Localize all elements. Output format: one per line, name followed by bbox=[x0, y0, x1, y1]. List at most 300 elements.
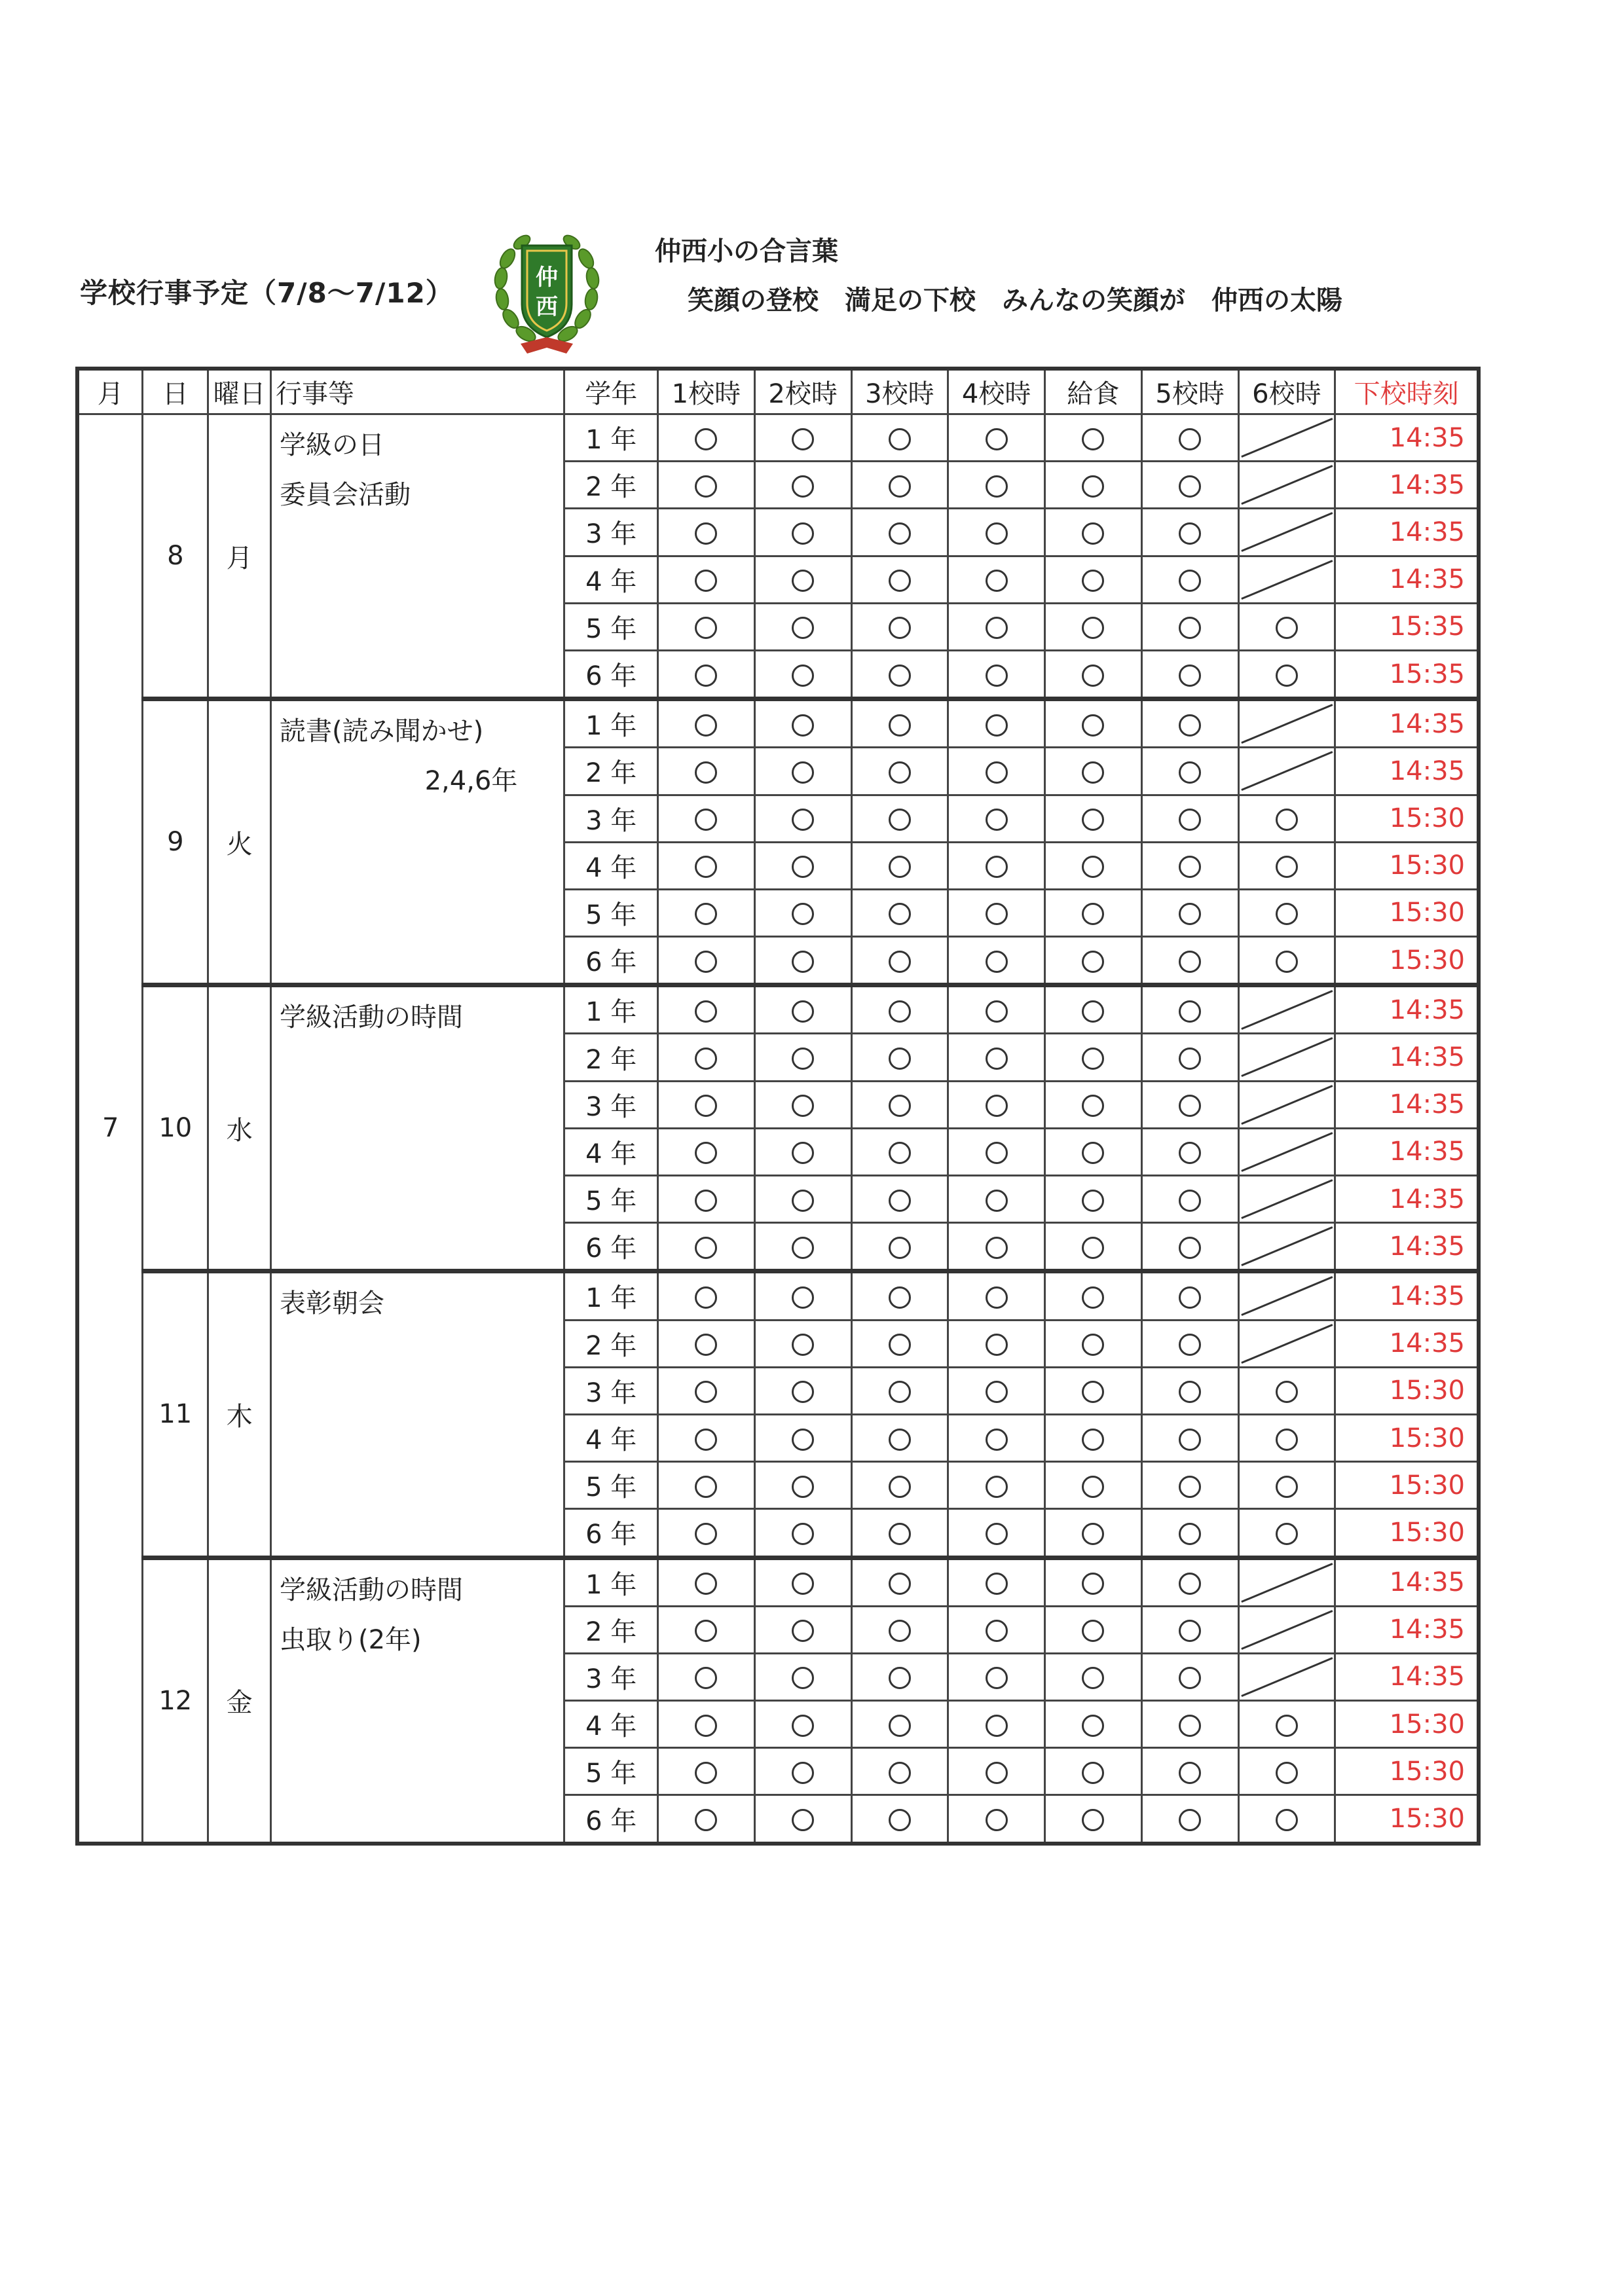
period-3-cell bbox=[851, 842, 948, 889]
circle-mark-icon bbox=[986, 856, 1008, 878]
circle-mark-icon bbox=[1179, 617, 1201, 639]
circle-mark-icon bbox=[986, 903, 1008, 925]
circle-mark-icon bbox=[1179, 1048, 1201, 1070]
date-cell: 12 bbox=[143, 1558, 208, 1844]
circle-mark-icon bbox=[986, 1476, 1008, 1498]
period-3-cell bbox=[851, 509, 948, 556]
circle-mark-icon bbox=[792, 428, 814, 450]
lunch-cell bbox=[1045, 650, 1142, 699]
circle-mark-icon bbox=[792, 617, 814, 639]
lunch-cell bbox=[1045, 603, 1142, 650]
lunch-cell bbox=[1045, 556, 1142, 603]
circle-mark-icon bbox=[986, 665, 1008, 687]
period-5-cell bbox=[1141, 795, 1238, 842]
circle-mark-icon bbox=[889, 1334, 911, 1356]
circle-mark-icon bbox=[889, 475, 911, 498]
period-6-cell bbox=[1238, 889, 1335, 936]
circle-mark-icon bbox=[695, 617, 717, 639]
period-2-cell bbox=[754, 699, 851, 748]
circle-mark-icon bbox=[986, 951, 1008, 973]
table-row bbox=[77, 985, 1479, 1034]
period-3-cell bbox=[851, 1081, 948, 1128]
period-2-cell bbox=[754, 1223, 851, 1271]
circle-mark-icon bbox=[1179, 1429, 1201, 1451]
lunch-cell bbox=[1045, 1414, 1142, 1461]
circle-mark-icon bbox=[792, 951, 814, 973]
period-4-cell bbox=[948, 1176, 1045, 1223]
lunch-cell bbox=[1045, 795, 1142, 842]
period-3-cell bbox=[851, 1653, 948, 1700]
header-period-5: 5校時 bbox=[1141, 369, 1238, 414]
period-3-cell bbox=[851, 1414, 948, 1461]
circle-mark-icon bbox=[889, 856, 911, 878]
circle-mark-icon bbox=[1082, 1667, 1104, 1689]
lunch-cell bbox=[1045, 1367, 1142, 1414]
dismissal-time-cell: 15:30 bbox=[1335, 1748, 1479, 1795]
circle-mark-icon bbox=[1179, 1237, 1201, 1259]
circle-mark-icon bbox=[1179, 1095, 1201, 1117]
circle-mark-icon bbox=[1082, 856, 1104, 878]
period-4-cell bbox=[948, 1606, 1045, 1653]
grade-cell: 4 年 bbox=[564, 556, 658, 603]
dismissal-time-cell: 15:35 bbox=[1335, 650, 1479, 699]
circle-mark-icon bbox=[1276, 951, 1298, 973]
dismissal-time-cell: 14:35 bbox=[1335, 1223, 1479, 1271]
period-1-cell bbox=[658, 1320, 755, 1367]
period-3-cell bbox=[851, 1701, 948, 1748]
period-4-cell bbox=[948, 1653, 1045, 1700]
period-5-cell bbox=[1141, 1034, 1238, 1081]
period-6-cell bbox=[1238, 842, 1335, 889]
period-2-cell bbox=[754, 748, 851, 795]
dismissal-time-cell: 14:35 bbox=[1335, 1320, 1479, 1367]
circle-mark-icon bbox=[889, 1620, 911, 1642]
circle-mark-icon bbox=[986, 570, 1008, 592]
period-2-cell bbox=[754, 1795, 851, 1844]
period-3-cell bbox=[851, 414, 948, 462]
period-5-cell bbox=[1141, 1176, 1238, 1223]
period-6-cell bbox=[1238, 1748, 1335, 1795]
circle-mark-icon bbox=[695, 665, 717, 687]
period-4-cell bbox=[948, 462, 1045, 509]
date-cell: 9 bbox=[143, 699, 208, 985]
period-2-cell bbox=[754, 1176, 851, 1223]
table-row bbox=[77, 699, 1479, 748]
period-2-cell bbox=[754, 1748, 851, 1795]
motto-text: 笑顔の登校 満足の下校 みんなの笑顔が 仲西の太陽 bbox=[688, 285, 1342, 316]
circle-mark-icon bbox=[1082, 1048, 1104, 1070]
period-4-cell bbox=[948, 1128, 1045, 1175]
circle-mark-icon bbox=[1179, 1620, 1201, 1642]
period-6-cell bbox=[1238, 1653, 1335, 1700]
event-line: 表彰朝会 bbox=[280, 1288, 384, 1319]
circle-mark-icon bbox=[1082, 809, 1104, 831]
circle-mark-icon bbox=[889, 1476, 911, 1498]
period-1-cell bbox=[658, 414, 755, 462]
circle-mark-icon bbox=[889, 714, 911, 737]
circle-mark-icon bbox=[695, 1095, 717, 1117]
circle-mark-icon bbox=[986, 1523, 1008, 1545]
circle-mark-icon bbox=[792, 1190, 814, 1212]
circle-mark-icon bbox=[889, 1667, 911, 1689]
circle-mark-icon bbox=[986, 809, 1008, 831]
period-5-cell bbox=[1141, 985, 1238, 1034]
grade-cell: 5 年 bbox=[564, 1748, 658, 1795]
circle-mark-icon bbox=[695, 761, 717, 784]
circle-mark-icon bbox=[792, 570, 814, 592]
period-1-cell bbox=[658, 1223, 755, 1271]
circle-mark-icon bbox=[1179, 428, 1201, 450]
period-1-cell bbox=[658, 842, 755, 889]
circle-mark-icon bbox=[1082, 1095, 1104, 1117]
circle-mark-icon bbox=[792, 1048, 814, 1070]
period-6-cell bbox=[1238, 1558, 1335, 1606]
period-4-cell bbox=[948, 1367, 1045, 1414]
circle-mark-icon bbox=[695, 1334, 717, 1356]
circle-mark-icon bbox=[1082, 903, 1104, 925]
header-events: 行事等 bbox=[271, 369, 564, 414]
period-2-cell bbox=[754, 603, 851, 650]
event-line: 読書(読み聞かせ) bbox=[280, 716, 484, 747]
period-6-cell bbox=[1238, 1320, 1335, 1367]
dismissal-time-cell: 14:35 bbox=[1335, 556, 1479, 603]
period-6-cell bbox=[1238, 1414, 1335, 1461]
period-1-cell bbox=[658, 1081, 755, 1128]
period-2-cell bbox=[754, 1081, 851, 1128]
grade-cell: 3 年 bbox=[564, 1081, 658, 1128]
circle-mark-icon bbox=[889, 761, 911, 784]
dismissal-time-cell: 15:30 bbox=[1335, 889, 1479, 936]
circle-mark-icon bbox=[986, 1715, 1008, 1737]
lunch-cell bbox=[1045, 1701, 1142, 1748]
dismissal-time-cell: 15:35 bbox=[1335, 603, 1479, 650]
circle-mark-icon bbox=[792, 1334, 814, 1356]
period-4-cell bbox=[948, 795, 1045, 842]
event-line: 学級活動の時間 bbox=[280, 1575, 463, 1605]
circle-mark-icon bbox=[792, 522, 814, 545]
date-cell: 11 bbox=[143, 1271, 208, 1558]
grade-cell: 3 年 bbox=[564, 1653, 658, 1700]
grade-cell: 6 年 bbox=[564, 650, 658, 699]
circle-mark-icon bbox=[695, 1381, 717, 1403]
period-6-cell bbox=[1238, 1462, 1335, 1509]
circle-mark-icon bbox=[792, 1809, 814, 1831]
period-2-cell bbox=[754, 889, 851, 936]
period-4-cell bbox=[948, 1462, 1045, 1509]
circle-mark-icon bbox=[1179, 1762, 1201, 1784]
circle-mark-icon bbox=[1179, 1142, 1201, 1164]
period-6-cell bbox=[1238, 556, 1335, 603]
circle-mark-icon bbox=[1179, 1523, 1201, 1545]
period-3-cell bbox=[851, 795, 948, 842]
period-6-cell bbox=[1238, 509, 1335, 556]
period-5-cell bbox=[1141, 1748, 1238, 1795]
period-4-cell bbox=[948, 1223, 1045, 1271]
circle-mark-icon bbox=[986, 1095, 1008, 1117]
grade-cell: 5 年 bbox=[564, 603, 658, 650]
grade-cell: 6 年 bbox=[564, 937, 658, 985]
period-6-cell bbox=[1238, 795, 1335, 842]
dismissal-time-cell: 15:30 bbox=[1335, 1367, 1479, 1414]
period-6-cell bbox=[1238, 1081, 1335, 1128]
period-2-cell bbox=[754, 556, 851, 603]
period-1-cell bbox=[658, 650, 755, 699]
dismissal-time-cell: 15:30 bbox=[1335, 795, 1479, 842]
circle-mark-icon bbox=[1179, 761, 1201, 784]
circle-mark-icon bbox=[889, 1237, 911, 1259]
period-1-cell bbox=[658, 509, 755, 556]
period-1-cell bbox=[658, 1271, 755, 1320]
lunch-cell bbox=[1045, 1176, 1142, 1223]
circle-mark-icon bbox=[986, 522, 1008, 545]
period-5-cell bbox=[1141, 1653, 1238, 1700]
dismissal-time-cell: 14:35 bbox=[1335, 1128, 1479, 1175]
grade-cell: 3 年 bbox=[564, 795, 658, 842]
grade-cell: 4 年 bbox=[564, 1128, 658, 1175]
header-period-1: 1校時 bbox=[658, 369, 755, 414]
circle-mark-icon bbox=[1082, 1476, 1104, 1498]
circle-mark-icon bbox=[889, 1809, 911, 1831]
circle-mark-icon bbox=[695, 1573, 717, 1595]
period-5-cell bbox=[1141, 1558, 1238, 1606]
circle-mark-icon bbox=[986, 1190, 1008, 1212]
lunch-cell bbox=[1045, 1271, 1142, 1320]
circle-mark-icon bbox=[986, 1762, 1008, 1784]
period-3-cell bbox=[851, 462, 948, 509]
circle-mark-icon bbox=[1179, 1381, 1201, 1403]
circle-mark-icon bbox=[695, 1762, 717, 1784]
circle-mark-icon bbox=[792, 1142, 814, 1164]
period-1-cell bbox=[658, 1128, 755, 1175]
period-6-cell bbox=[1238, 1795, 1335, 1844]
circle-mark-icon bbox=[1276, 617, 1298, 639]
circle-mark-icon bbox=[792, 1573, 814, 1595]
lunch-cell bbox=[1045, 1223, 1142, 1271]
circle-mark-icon bbox=[1276, 856, 1298, 878]
events-cell bbox=[271, 414, 564, 699]
circle-mark-icon bbox=[1082, 1237, 1104, 1259]
period-2-cell bbox=[754, 985, 851, 1034]
period-3-cell bbox=[851, 1128, 948, 1175]
period-3-cell bbox=[851, 1462, 948, 1509]
grade-cell: 2 年 bbox=[564, 1606, 658, 1653]
period-4-cell bbox=[948, 1509, 1045, 1558]
circle-mark-icon bbox=[792, 1000, 814, 1023]
header-period-2: 2校時 bbox=[754, 369, 851, 414]
school-emblem-icon bbox=[481, 219, 612, 360]
period-4-cell bbox=[948, 699, 1045, 748]
lunch-cell bbox=[1045, 842, 1142, 889]
grade-cell: 2 年 bbox=[564, 748, 658, 795]
circle-mark-icon bbox=[695, 1523, 717, 1545]
grade-cell: 4 年 bbox=[564, 1414, 658, 1461]
circle-mark-icon bbox=[986, 714, 1008, 737]
header-dismissal-time: 下校時刻 bbox=[1335, 369, 1479, 414]
circle-mark-icon bbox=[1082, 1809, 1104, 1831]
grade-cell: 6 年 bbox=[564, 1509, 658, 1558]
circle-mark-icon bbox=[1082, 522, 1104, 545]
circle-mark-icon bbox=[1082, 1762, 1104, 1784]
grade-cell: 6 年 bbox=[564, 1795, 658, 1844]
period-2-cell bbox=[754, 462, 851, 509]
grade-cell: 5 年 bbox=[564, 1176, 658, 1223]
circle-mark-icon bbox=[792, 903, 814, 925]
period-2-cell bbox=[754, 795, 851, 842]
circle-mark-icon bbox=[792, 1667, 814, 1689]
period-6-cell bbox=[1238, 699, 1335, 748]
period-2-cell bbox=[754, 1462, 851, 1509]
period-2-cell bbox=[754, 650, 851, 699]
dismissal-time-cell: 14:35 bbox=[1335, 699, 1479, 748]
circle-mark-icon bbox=[695, 714, 717, 737]
period-2-cell bbox=[754, 1606, 851, 1653]
period-2-cell bbox=[754, 1414, 851, 1461]
period-4-cell bbox=[948, 603, 1045, 650]
circle-mark-icon bbox=[695, 1620, 717, 1642]
period-5-cell bbox=[1141, 462, 1238, 509]
period-3-cell bbox=[851, 1176, 948, 1223]
circle-mark-icon bbox=[1179, 1286, 1201, 1309]
circle-mark-icon bbox=[1082, 665, 1104, 687]
period-1-cell bbox=[658, 1034, 755, 1081]
circle-mark-icon bbox=[792, 1476, 814, 1498]
header-period-4: 4校時 bbox=[948, 369, 1045, 414]
period-2-cell bbox=[754, 1034, 851, 1081]
period-5-cell bbox=[1141, 1606, 1238, 1653]
period-5-cell bbox=[1141, 1367, 1238, 1414]
lunch-cell bbox=[1045, 748, 1142, 795]
circle-mark-icon bbox=[1082, 1334, 1104, 1356]
date-cell: 10 bbox=[143, 985, 208, 1271]
circle-mark-icon bbox=[695, 570, 717, 592]
period-3-cell bbox=[851, 603, 948, 650]
period-5-cell bbox=[1141, 889, 1238, 936]
circle-mark-icon bbox=[986, 1381, 1008, 1403]
period-4-cell bbox=[948, 985, 1045, 1034]
period-3-cell bbox=[851, 1320, 948, 1367]
period-3-cell bbox=[851, 1271, 948, 1320]
period-4-cell bbox=[948, 1558, 1045, 1606]
circle-mark-icon bbox=[986, 475, 1008, 498]
dismissal-time-cell: 14:35 bbox=[1335, 1653, 1479, 1700]
period-5-cell bbox=[1141, 1795, 1238, 1844]
circle-mark-icon bbox=[889, 809, 911, 831]
circle-mark-icon bbox=[1082, 1190, 1104, 1212]
period-4-cell bbox=[948, 1271, 1045, 1320]
circle-mark-icon bbox=[889, 617, 911, 639]
period-5-cell bbox=[1141, 603, 1238, 650]
circle-mark-icon bbox=[695, 522, 717, 545]
circle-mark-icon bbox=[792, 1762, 814, 1784]
circle-mark-icon bbox=[986, 1667, 1008, 1689]
circle-mark-icon bbox=[1179, 1667, 1201, 1689]
period-1-cell bbox=[658, 1795, 755, 1844]
schedule-body bbox=[77, 414, 1479, 1844]
period-5-cell bbox=[1141, 1128, 1238, 1175]
circle-mark-icon bbox=[1082, 1620, 1104, 1642]
period-1-cell bbox=[658, 889, 755, 936]
circle-mark-icon bbox=[889, 951, 911, 973]
period-1-cell bbox=[658, 937, 755, 985]
period-1-cell bbox=[658, 1367, 755, 1414]
period-6-cell bbox=[1238, 1367, 1335, 1414]
circle-mark-icon bbox=[1082, 714, 1104, 737]
period-5-cell bbox=[1141, 748, 1238, 795]
period-6-cell bbox=[1238, 462, 1335, 509]
event-line: 委員会活動 bbox=[280, 480, 411, 510]
lunch-cell bbox=[1045, 889, 1142, 936]
circle-mark-icon bbox=[1179, 903, 1201, 925]
grade-cell: 2 年 bbox=[564, 1034, 658, 1081]
circle-mark-icon bbox=[986, 1286, 1008, 1309]
header-period-3: 3校時 bbox=[851, 369, 948, 414]
events-cell bbox=[271, 699, 564, 985]
circle-mark-icon bbox=[792, 1523, 814, 1545]
period-1-cell bbox=[658, 1176, 755, 1223]
circle-mark-icon bbox=[1179, 1190, 1201, 1212]
circle-mark-icon bbox=[695, 1809, 717, 1831]
circle-mark-icon bbox=[1082, 1573, 1104, 1595]
svg-text:西: 西 bbox=[536, 294, 558, 320]
lunch-cell bbox=[1045, 414, 1142, 462]
circle-mark-icon bbox=[695, 475, 717, 498]
circle-mark-icon bbox=[986, 1000, 1008, 1023]
circle-mark-icon bbox=[889, 428, 911, 450]
circle-mark-icon bbox=[889, 1095, 911, 1117]
circle-mark-icon bbox=[1179, 714, 1201, 737]
circle-mark-icon bbox=[889, 1048, 911, 1070]
events-cell bbox=[271, 985, 564, 1271]
period-6-cell bbox=[1238, 937, 1335, 985]
circle-mark-icon bbox=[1276, 1762, 1298, 1784]
lunch-cell bbox=[1045, 937, 1142, 985]
circle-mark-icon bbox=[889, 1000, 911, 1023]
dismissal-time-cell: 15:30 bbox=[1335, 1795, 1479, 1844]
period-4-cell bbox=[948, 1081, 1045, 1128]
period-6-cell bbox=[1238, 650, 1335, 699]
grade-cell: 1 年 bbox=[564, 699, 658, 748]
circle-mark-icon bbox=[986, 1237, 1008, 1259]
circle-mark-icon bbox=[1276, 809, 1298, 831]
lunch-cell bbox=[1045, 1034, 1142, 1081]
dismissal-time-cell: 14:35 bbox=[1335, 462, 1479, 509]
period-3-cell bbox=[851, 889, 948, 936]
period-2-cell bbox=[754, 1509, 851, 1558]
period-5-cell bbox=[1141, 650, 1238, 699]
circle-mark-icon bbox=[1082, 475, 1104, 498]
grade-cell: 1 年 bbox=[564, 985, 658, 1034]
period-4-cell bbox=[948, 650, 1045, 699]
lunch-cell bbox=[1045, 1128, 1142, 1175]
event-line: 学級の日 bbox=[280, 430, 384, 460]
period-1-cell bbox=[658, 985, 755, 1034]
period-2-cell bbox=[754, 1128, 851, 1175]
circle-mark-icon bbox=[1276, 665, 1298, 687]
circle-mark-icon bbox=[695, 1476, 717, 1498]
circle-mark-icon bbox=[1276, 1809, 1298, 1831]
dismissal-time-cell: 15:30 bbox=[1335, 937, 1479, 985]
circle-mark-icon bbox=[889, 1381, 911, 1403]
period-5-cell bbox=[1141, 1414, 1238, 1461]
weekday-cell: 木 bbox=[208, 1271, 271, 1558]
dismissal-time-cell: 15:30 bbox=[1335, 1509, 1479, 1558]
weekday-cell: 金 bbox=[208, 1558, 271, 1844]
circle-mark-icon bbox=[792, 1095, 814, 1117]
circle-mark-icon bbox=[695, 1000, 717, 1023]
lunch-cell bbox=[1045, 1509, 1142, 1558]
circle-mark-icon bbox=[1179, 951, 1201, 973]
grade-cell: 1 年 bbox=[564, 1558, 658, 1606]
